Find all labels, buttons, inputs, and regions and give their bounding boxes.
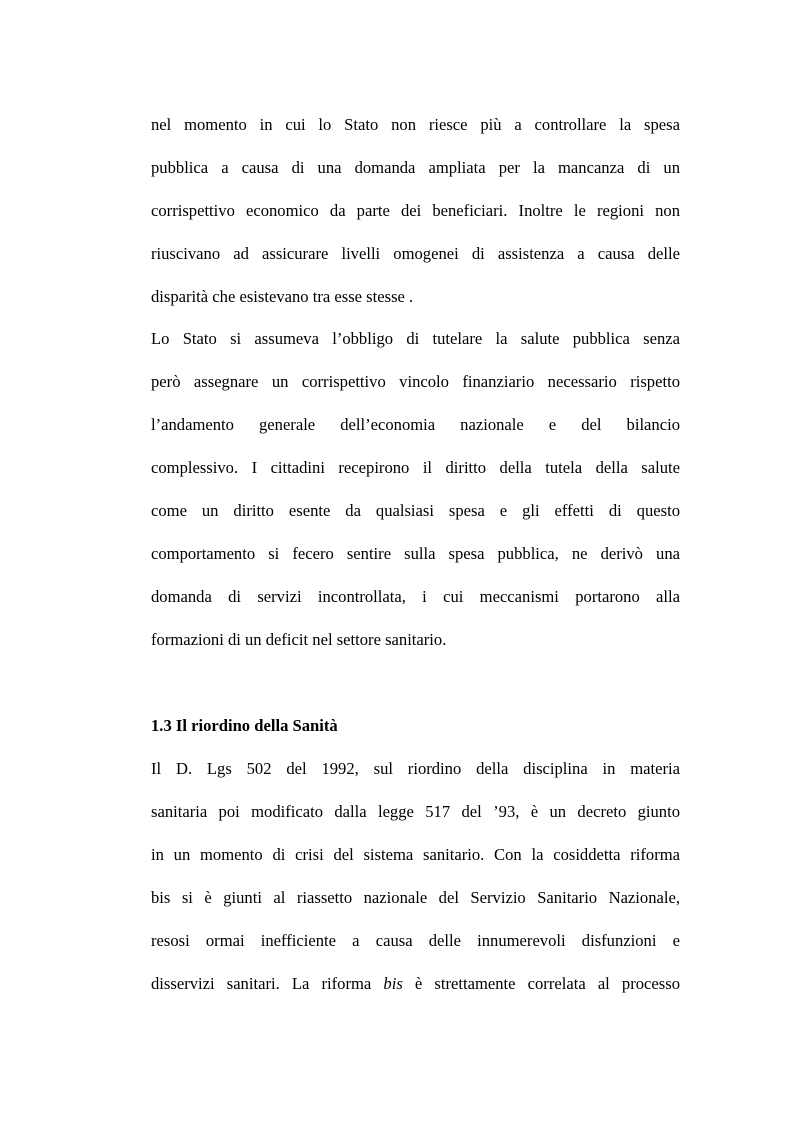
paragraph-line: Il D. Lgs 502 del 1992, sul riordino della disciplina in materia: [151, 759, 680, 778]
paragraph-line: complessivo. I cittadini recepirono il diritto della tutela della salute: [151, 458, 680, 477]
paragraph-line: riuscivano ad assicurare livelli omogenei di assistenza a causa delle: [151, 244, 680, 263]
paragraph-line: pubblica a causa di una domanda ampliata per la mancanza di un: [151, 158, 680, 177]
paragraph-line: nel momento in cui lo Stato non riesce più a controllare la spesa: [151, 115, 680, 134]
paragraph-line: però assegnare un corrispettivo vincolo finanziario necessario rispetto: [151, 372, 680, 391]
paragraph-line: come un diritto esente da qualsiasi spesa e gli effetti di questo: [151, 501, 680, 520]
paragraph-line: resosi ormai inefficiente a causa delle innumerevoli disfunzioni e: [151, 931, 680, 950]
paragraph-line: sanitaria poi modificato dalla legge 517 del ’93, è un decreto giunto: [151, 802, 680, 821]
paragraph-line: in un momento di crisi del sistema sanitario. Con la cosiddetta riforma: [151, 845, 680, 864]
text-run: disservizi sanitari. La riforma: [151, 974, 384, 993]
paragraph-line: Lo Stato si assumeva l’obbligo di tutelare la salute pubblica senza: [151, 329, 680, 348]
paragraph-line: formazioni di un deficit nel settore sanitario.: [151, 630, 447, 649]
paragraph-line: l’andamento generale dell’economia nazionale e del bilancio: [151, 415, 680, 434]
paragraph-line: comportamento si fecero sentire sulla spesa pubblica, ne derivò una: [151, 544, 680, 563]
italic-term: bis: [383, 974, 403, 993]
paragraph-line: disparità che esistevano tra esse stesse .: [151, 287, 414, 306]
paragraph-line-with-italic: [151, 973, 680, 995]
paragraph-line: corrispettivo economico da parte dei beneficiari. Inoltre le regioni non: [151, 201, 680, 220]
section-heading: 1.3 Il riordino della Sanità: [151, 716, 338, 735]
text-run: è strettamente correlata al processo: [402, 974, 680, 993]
paragraph-line: domanda di servizi incontrollata, i cui meccanismi portarono alla: [151, 587, 680, 606]
paragraph-line: bis si è giunti al riassetto nazionale del Servizio Sanitario Nazionale,: [151, 888, 680, 907]
